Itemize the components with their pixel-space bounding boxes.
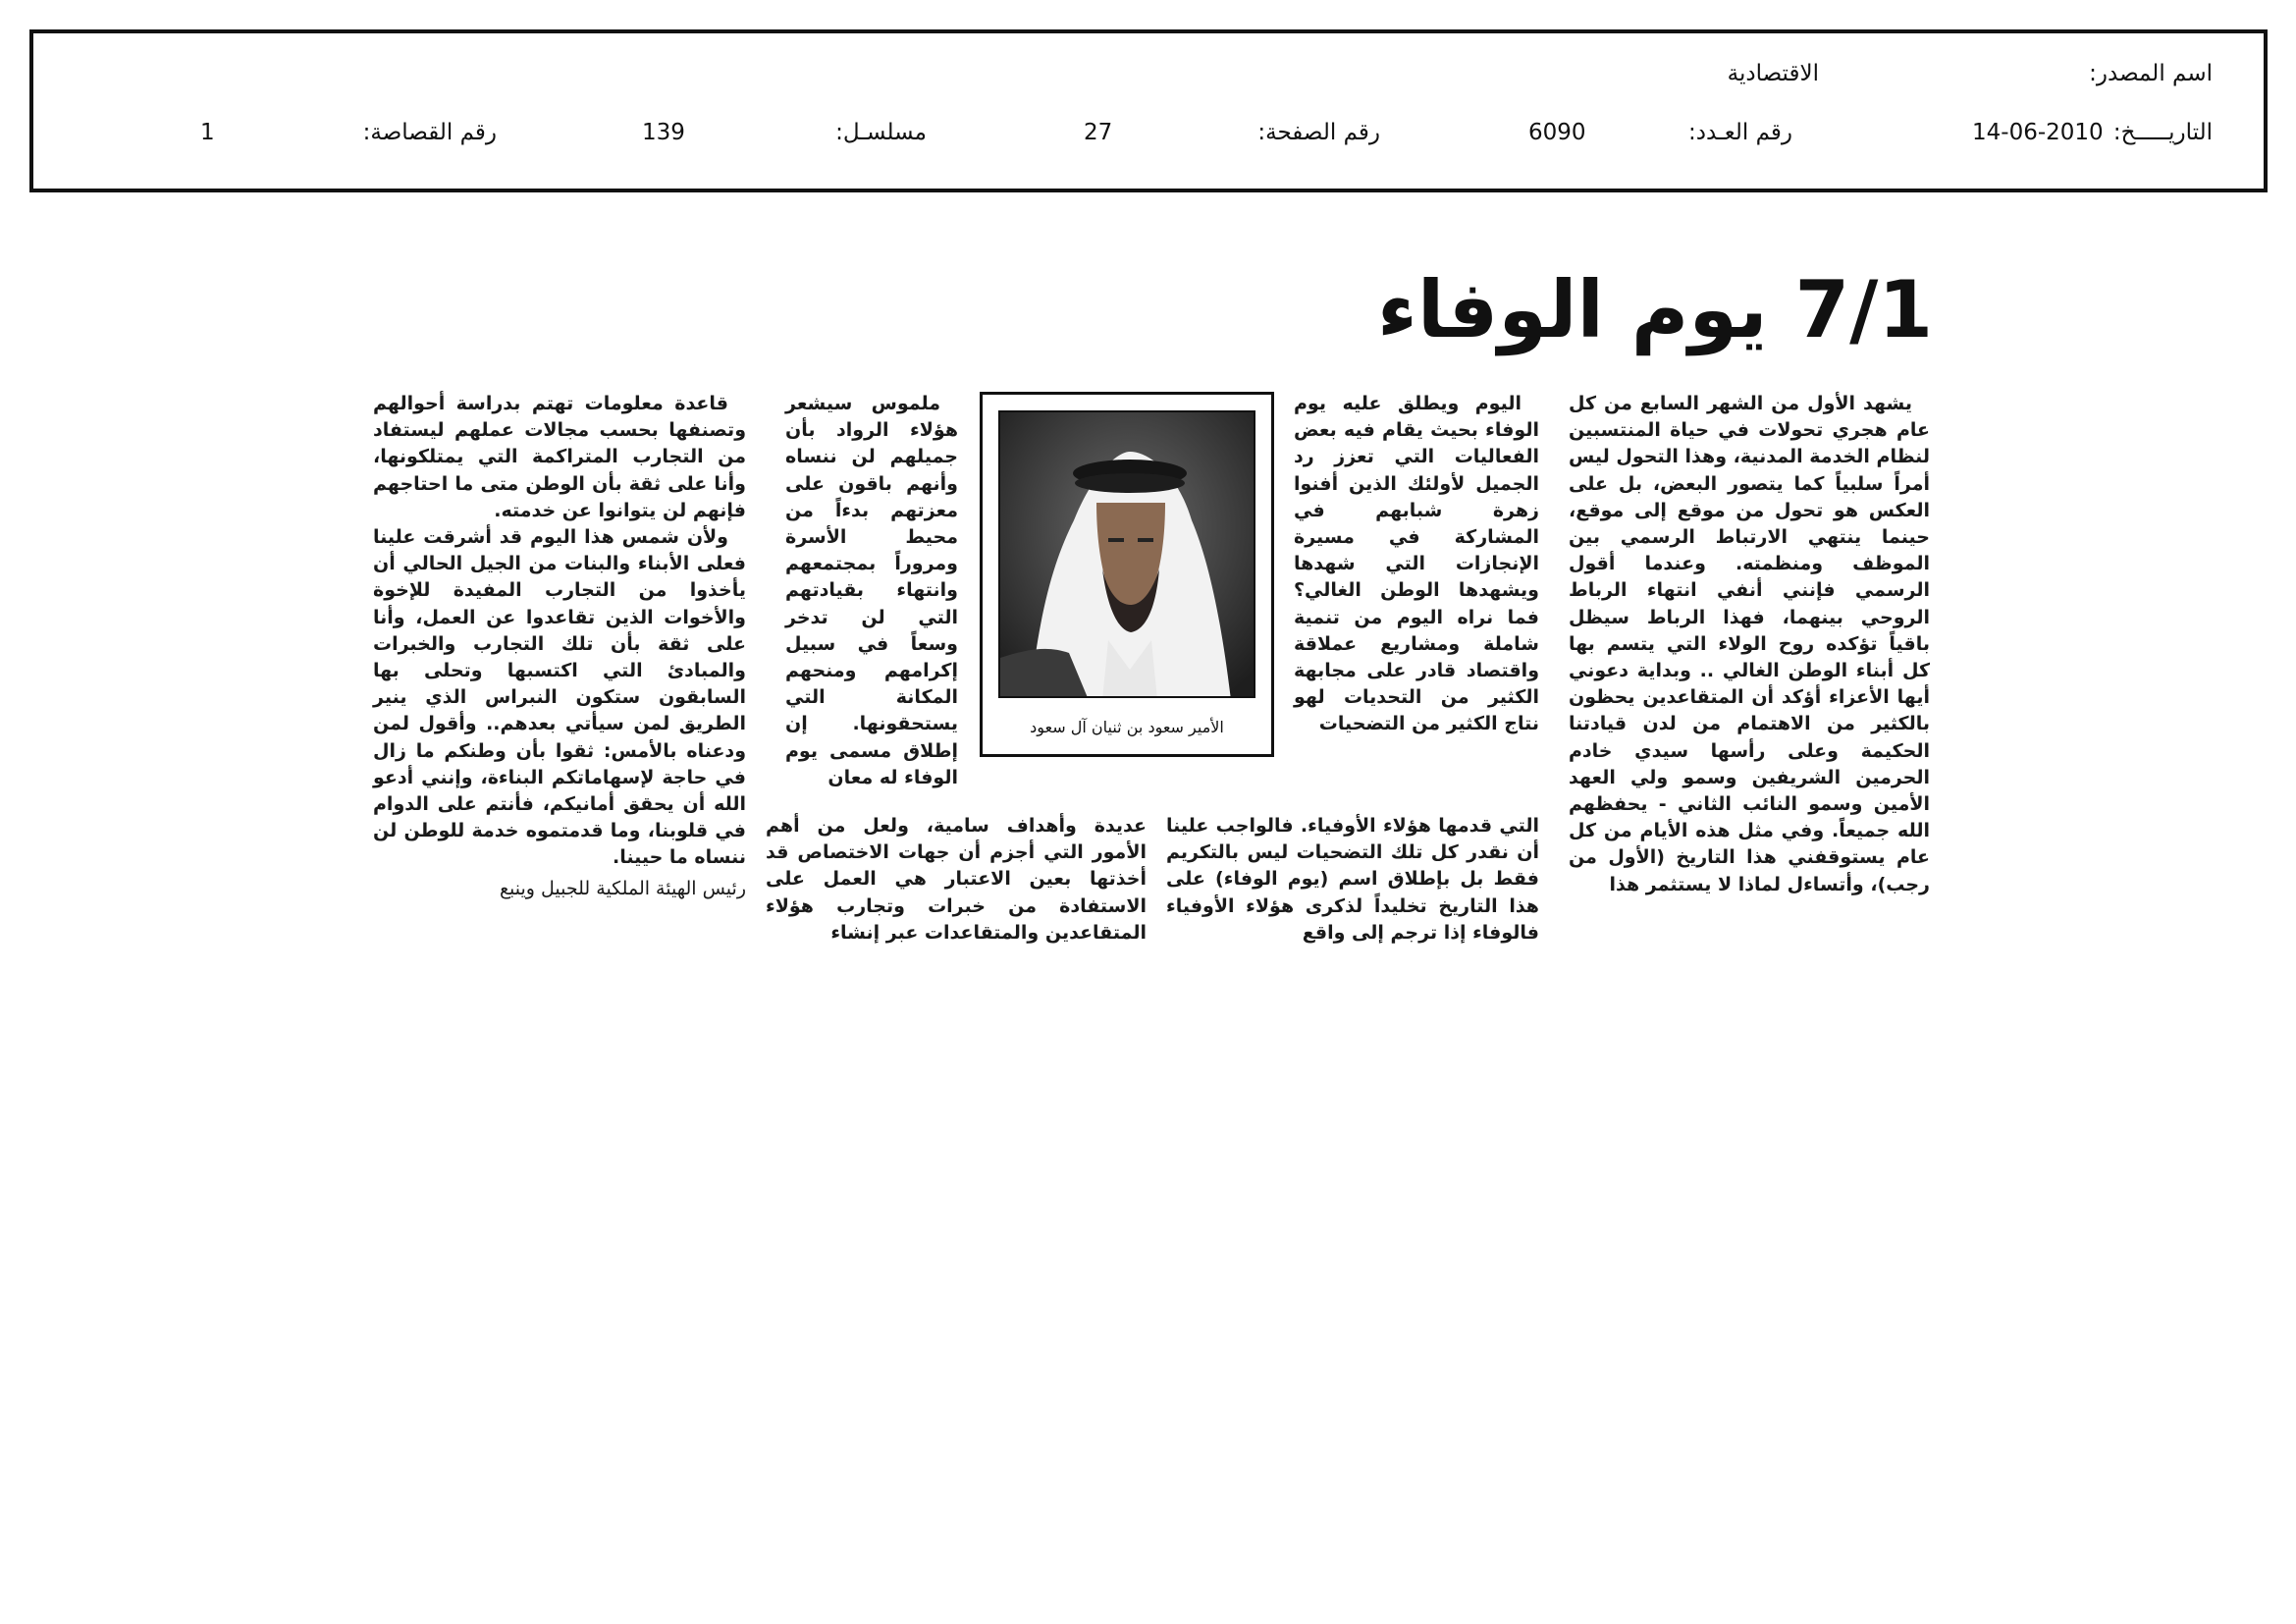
serial-value: 139 bbox=[642, 120, 685, 145]
clip-label: رقم القصاصة: bbox=[362, 120, 497, 145]
column-1-text: يشهد الأول من الشهر السابع من كل عام هجري تحولات في حياة المنتسبين لنظام الخدمة المدنية، وهذا التحول ليس أمراً سلبياً كما يتصور البعض، بل على العكس هو تحول من موقع إلى موقع، حينما ينتهي الارتباط الرسمي بين الموظف ومنظمته. وعندما أقول الرسمي فإنني أنفي انتهاء الرباط الروحي بينهما، فهذا الرباط سيظل باقياً تؤكده روح الولاء التي يتسم بها كل أبناء الوطن الغالي .. وبداية دعوني أيها الأعزاء أؤكد أن المتقاعدين يحظون بالكثير من الاهتمام من لدن قيادتنا الحكيمة وعلى رأسها سيدي خادم الحرمين الشريفين وسمو ولي العهد الأمين وسمو النائب الثاني - يحفظهم الله جميعاً. وفي مثل هذه الأيام من كل عام يستوقفني هذا التاريخ (الأول من رجب)، وأتساءل لماذا لا يستثمر هذا bbox=[1569, 393, 1930, 895]
article-column-4 bbox=[373, 391, 746, 902]
article-column-3-top bbox=[785, 391, 958, 791]
portrait-photo bbox=[998, 410, 1255, 698]
column-2-top-text: اليوم ويطلق عليه يوم الوفاء بحيث يقام فيه بعض الفعاليات التي تعزز رد الجميل لأولئك الذين أفنوا زهرة شبابهم في المشاركة في مسيرة الإنجازات التي شهدها ويشهدها الوطن الغالي؟ فما نراه اليوم من تنمية شاملة ومشاريع عملاقة واقتصاد قادر على مجابهة الكثير من التحديات لهو نتاج الكثير من التضحيات bbox=[1294, 393, 1539, 735]
article-column-2-bottom bbox=[1166, 813, 1539, 947]
serial-label: مسلسـل: bbox=[835, 120, 927, 145]
issue-label: رقم العـدد: bbox=[1687, 120, 1792, 145]
date-value: 14-06-2010 bbox=[1972, 120, 2104, 145]
author-signature: رئيس الهيئة الملكية للجبيل وينبع bbox=[499, 877, 746, 899]
photo-caption: الأمير سعود بن ثنيان آل سعود bbox=[1030, 718, 1224, 736]
column-2-bottom-text: التي قدمها هؤلاء الأوفياء. فالواجب علينا أن نقدر كل تلك التضحيات ليس بالتكريم فقط بل بإطلاق اسم (يوم الوفاء) على هذا التاريخ تخليداً لذكرى هؤلاء الأوفياء فالوفاء إذا ترجم إلى واقع bbox=[1166, 815, 1539, 944]
column-4-paragraph-2: ولأن شمس هذا اليوم قد أشرقت علينا فعلى الأبناء والبنات من الجيل الحالي أن يأخذوا من التجارب المفيدة للإخوة والأخوات الذين تقاعدوا عن العمل، وأنا على ثقة بأن تلك التجارب والخبرات والمبادئ التي اكتسبها وتحلى بها السابقون ستكون النبراس الذي ينير الطريق لمن سيأتي بعدهم.. وأقول لمن ودعناه بالأمس: ثقوا بأن وطنكم ما زال في حاجة لإسهاماتكم البناءة، وإنني أدعو الله أن يحقق أمانيكم، فأنتم على الدوام في قلوبنا، وما قدمتموه خدمة للوطن لن ننساه ما حيينا. bbox=[373, 526, 746, 869]
portrait-photo-frame bbox=[980, 392, 1274, 757]
column-4-paragraph-1: قاعدة معلومات تهتم بدراسة أحوالهم وتصنفها بحسب مجالات عملهم ليستفاد من التجارب المتراكمة التي يمتلكونها، وأنا على ثقة بأن الوطن متى ما احتاجهم فإنهم لن يتوانوا عن خدمته. bbox=[373, 393, 746, 521]
clipping-header bbox=[29, 29, 2268, 192]
page-value: 27 bbox=[1084, 120, 1113, 145]
article-column-1 bbox=[1569, 391, 1930, 898]
issue-value: 6090 bbox=[1528, 120, 1586, 145]
source-label: اسم المصدر: bbox=[2089, 61, 2213, 86]
clip-value: 1 bbox=[200, 120, 215, 145]
article-column-2-top bbox=[1294, 391, 1539, 738]
portrait-image bbox=[1000, 412, 1255, 698]
source-value: الاقتصادية bbox=[1727, 61, 1819, 86]
page-label: رقم الصفحة: bbox=[1257, 120, 1380, 145]
column-3-top-text: ملموس سيشعر هؤلاء الرواد بأن جميلهم لن ننساه وأنهم باقون على معزتهم بدءاً من محيط الأسرة ومروراً بمجتمعهم وانتهاء بقيادتهم التي لن تدخر وسعاً في سبيل إكرامهم ومنحهم المكانة التي يستحقونها. إن إطلاق مسمى يوم الوفاء له معان bbox=[785, 393, 958, 788]
column-3-bottom-text: عديدة وأهداف سامية، ولعل من أهم الأمور التي أجزم أن جهات الاختصاص قد أخذتها بعين الاعتبار هي العمل على الاستفادة من خبرات وتجارب هؤلاء المتقاعدين والمتقاعدات عبر إنشاء bbox=[766, 815, 1147, 944]
date-label: التاريـــــخ: bbox=[2112, 120, 2213, 145]
article-column-3-bottom bbox=[766, 813, 1147, 947]
article-headline: 7/1 يوم الوفاء bbox=[1376, 264, 1933, 355]
